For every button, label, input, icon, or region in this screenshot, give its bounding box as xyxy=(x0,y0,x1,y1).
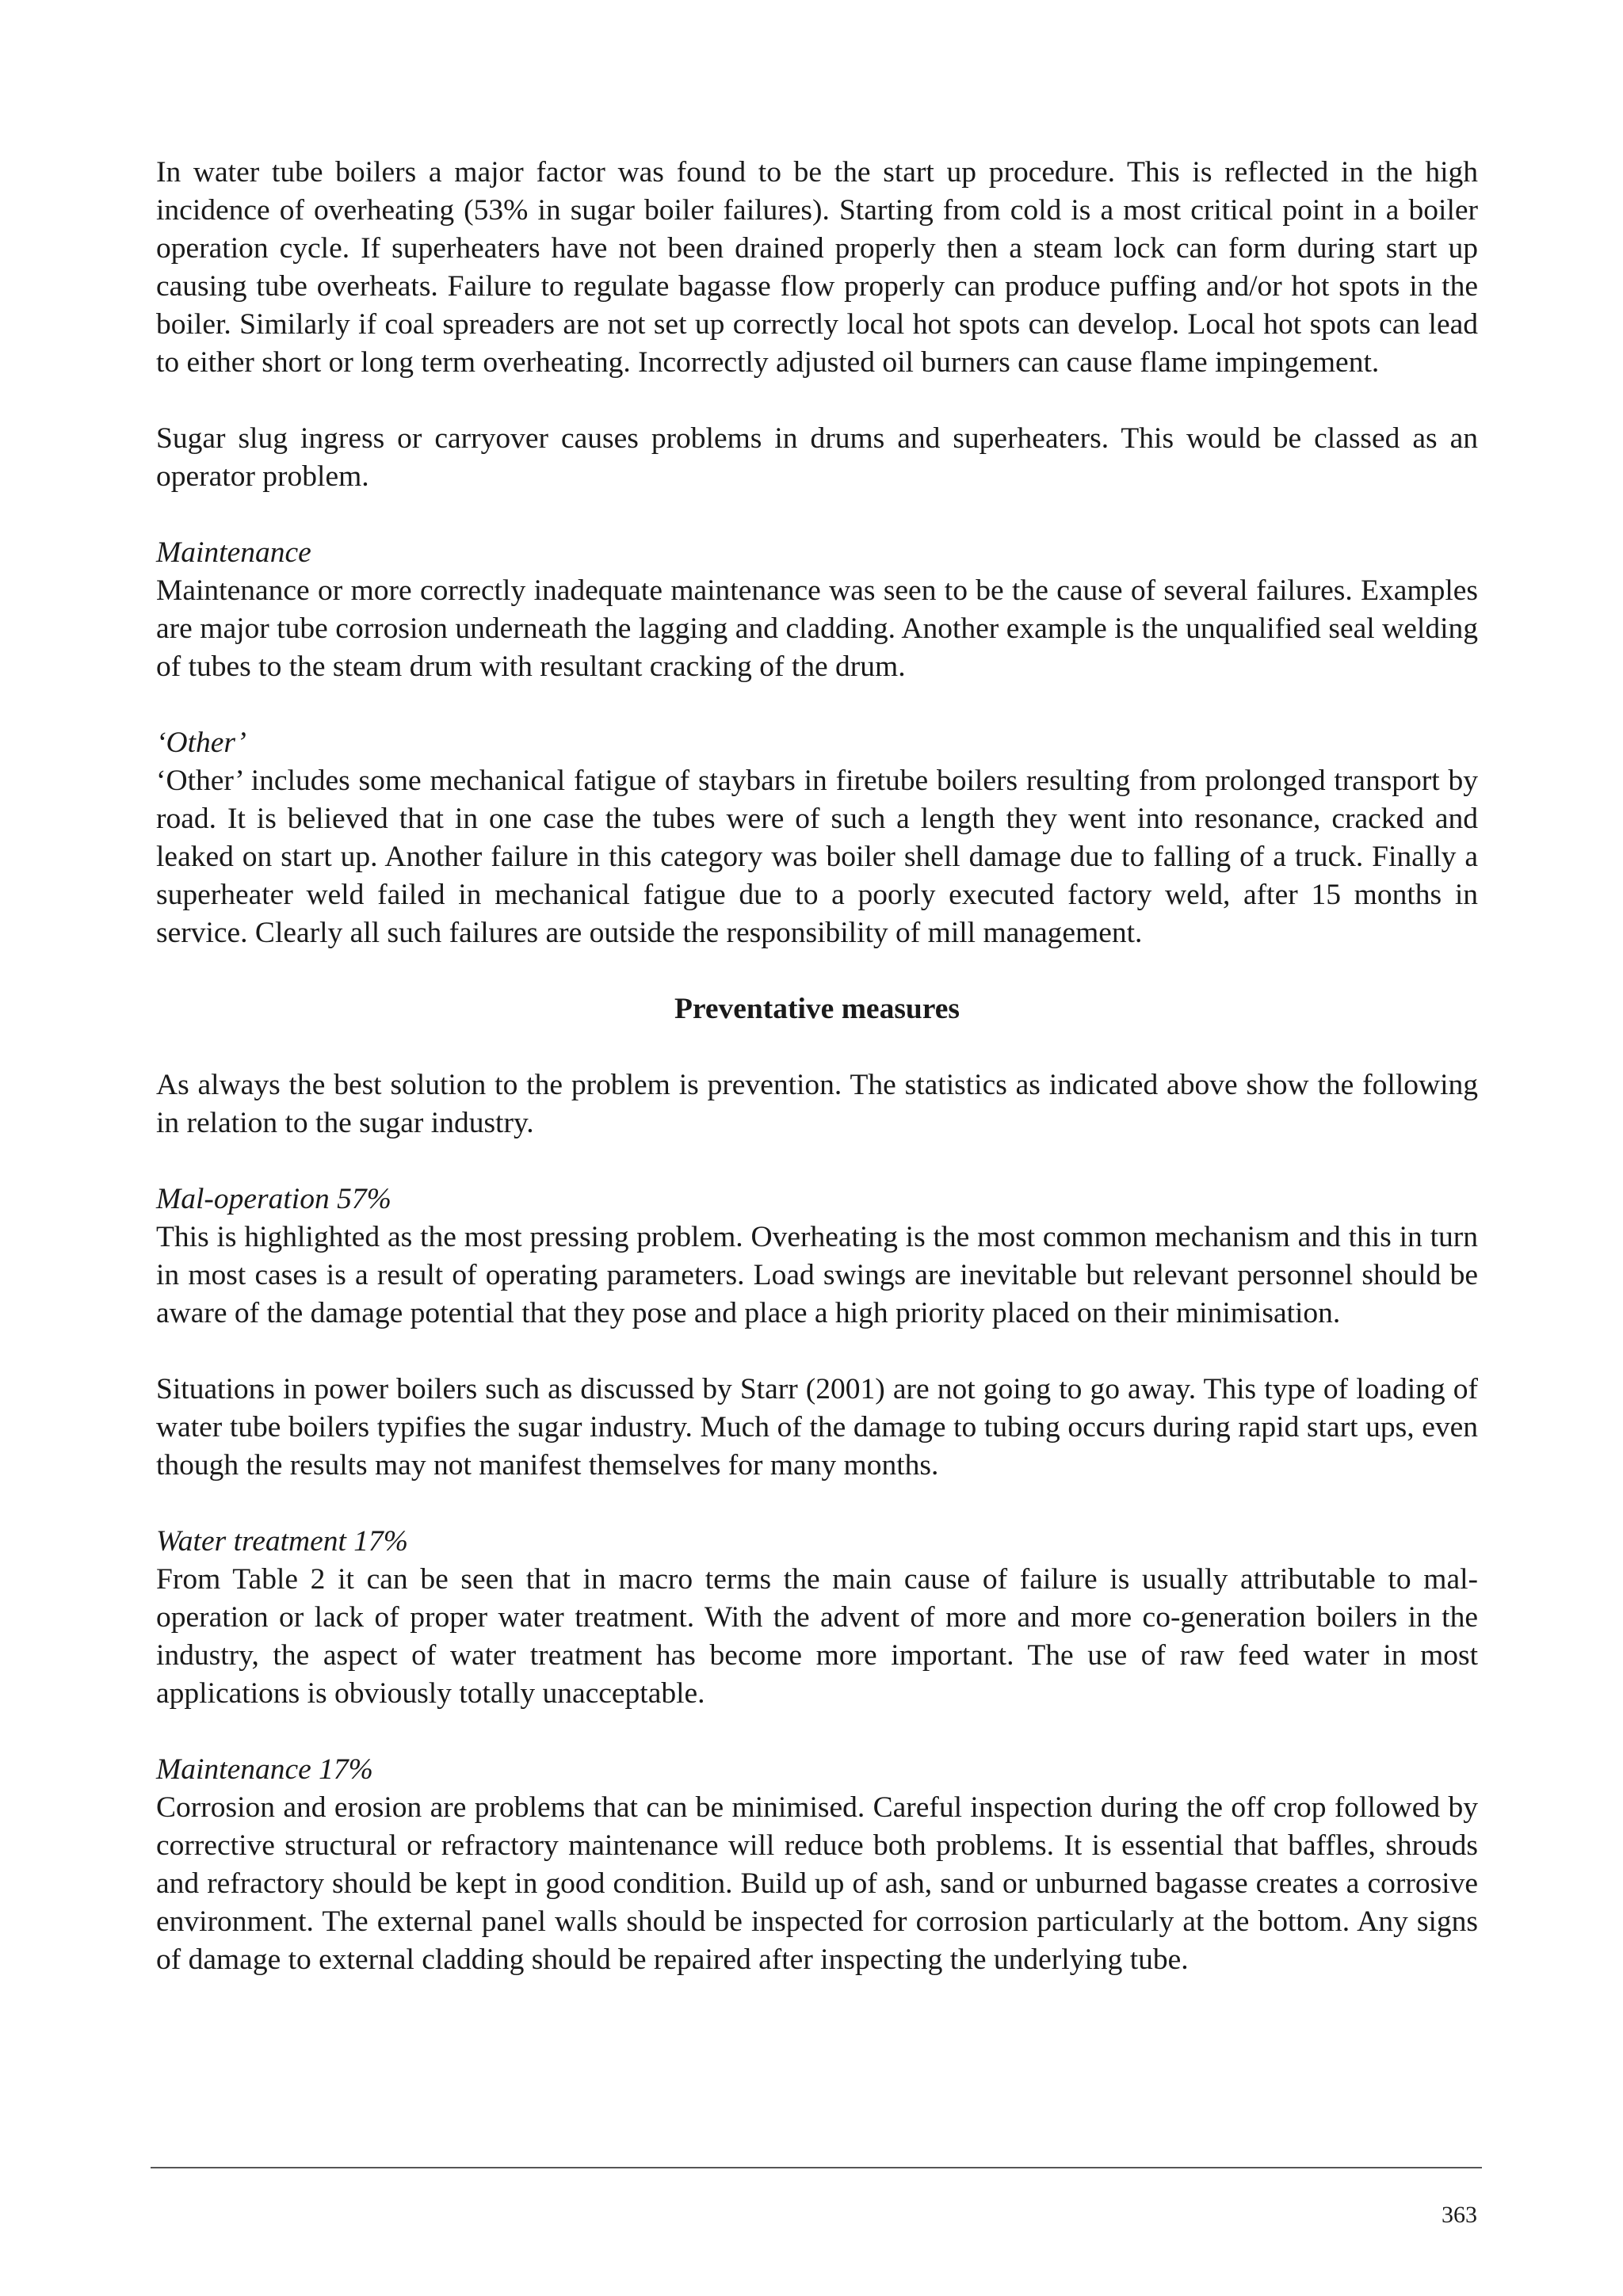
page-body xyxy=(156,154,1478,2017)
subheading-maintenance-percent: Maintenance 17% xyxy=(156,1753,373,1786)
subheading-other: ‘Other’ xyxy=(156,727,246,759)
section-water-treatment xyxy=(156,1523,1478,1713)
section-maintenance xyxy=(156,534,1478,686)
page-number: 363 xyxy=(1442,2202,1477,2228)
section-maintenance-percent xyxy=(156,1751,1478,1979)
paragraph-situations: Situations in power boilers such as discussed by Starr (2001) are not going to go away. This type of loading of water tube boilers typifies the sugar industry. Much of the damage to tubing occurs during rapid start ups, even though the results may not manifest themselves for many months. xyxy=(156,1373,1478,1482)
footer-divider xyxy=(151,2167,1482,2168)
section-other xyxy=(156,724,1478,952)
section-heading-preventative-measures: Preventative measures xyxy=(674,993,960,1025)
subheading-water-treatment: Water treatment 17% xyxy=(156,1525,409,1558)
paragraph-prevention-intro: As always the best solution to the problem is prevention. The statistics as indicated above show the following in relation to the sugar industry. xyxy=(156,1069,1478,1139)
paragraph-sugar-slug: Sugar slug ingress or carryover causes problems in drums and superheaters. This would be classed as an operator problem. xyxy=(156,422,1478,493)
subheading-maloperation: Mal-operation 57% xyxy=(156,1183,391,1215)
section-maloperation xyxy=(156,1180,1478,1333)
paragraph-other: ‘Other’ includes some mechanical fatigue of staybars in firetube boilers resulting from prolonged transport by road. It is believed that in one case the tubes were of such a length they went into resonance, cracked and leaked on start up. Another failure in this category was boiler shell damage due to falling of a truck. Finally a superheater weld failed in mechanical fatigue due to a poorly executed factory weld, after 15 months in service. Clearly all such failures are outside the responsibility of mill management. xyxy=(156,765,1478,949)
paragraph-maintenance: Maintenance or more correctly inadequate maintenance was seen to be the cause of several failures. Examples are major tube corrosion underneath the lagging and cladding. Another example is the unqualified seal welding of tubes to the steam drum with resultant cracking of the drum. xyxy=(156,574,1478,683)
paragraph-maintenance-percent: Corrosion and erosion are problems that can be minimised. Careful inspection during the off crop followed by corrective structural or refractory maintenance will reduce both problems. It is essential that baffles, shrouds and refractory should be kept in good condition. Build up of ash, sand or unburned bagasse creates a corrosive environment. The external panel walls should be inspected for corrosion particularly at the bottom. Any signs of damage to external cladding should be repaired after inspecting the underlying tube. xyxy=(156,1791,1478,1976)
paragraph-startup: In water tube boilers a major factor was found to be the start up procedure. This is reflected in the high incidence of overheating (53% in sugar boiler failures). Starting from cold is a most critical point in a boiler operation cycle. If superheaters have not been drained properly then a steam lock can form during start up causing tube overheats. Failure to regulate bagasse flow properly can produce puffing and/or hot spots in the boiler. Similarly if coal spreaders are not set up correctly local hot spots can develop. Local hot spots can lead to either short or long term overheating. Incorrectly adjusted oil burners can cause flame impingement. xyxy=(156,156,1478,379)
paragraph-maloperation: This is highlighted as the most pressing problem. Overheating is the most common mechanism and this in turn in most cases is a result of operating parameters. Load swings are inevitable but relevant personnel should be aware of the damage potential that they pose and place a high priority placed on their minimisation. xyxy=(156,1221,1478,1329)
paragraph-water-treatment: From Table 2 it can be seen that in macro terms the main cause of failure is usually attributable to mal-operation or lack of proper water treatment. With the advent of more and more co-generation boilers in the industry, the aspect of water treatment has become more important. The use of raw feed water in most applications is obviously totally unacceptable. xyxy=(156,1563,1478,1710)
subheading-maintenance: Maintenance xyxy=(156,536,311,569)
